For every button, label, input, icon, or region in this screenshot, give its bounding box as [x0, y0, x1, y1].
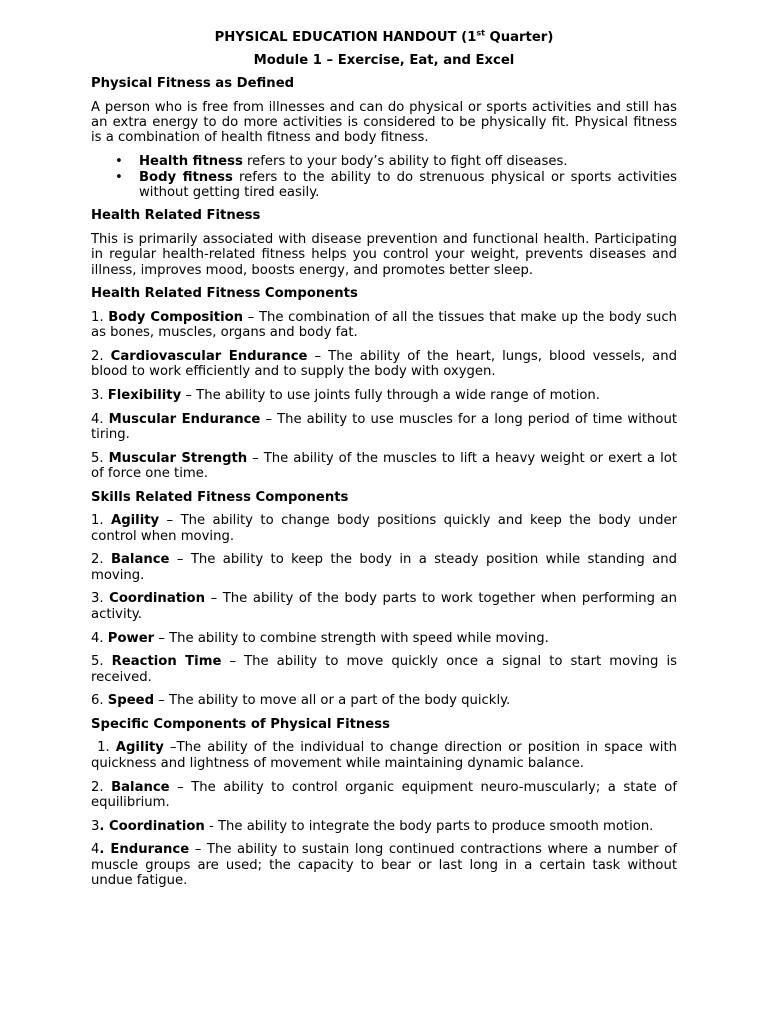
item-term: Balance — [110, 552, 170, 568]
item-number: 2. — [91, 552, 111, 568]
item-text: – The ability to move all or a part of the body quickly. — [154, 693, 511, 709]
item-term: Cardiovascular Endurance — [110, 348, 308, 364]
paragraph-health-related: This is primarily associated with disease prevention and functional health. Participating in regular health-related fitness helps you control your weight, prevents diseases and illness, improves mood, boosts energy, and promotes better sleep. — [91, 231, 677, 278]
section-heading-skills-components: Skills Related Fitness Components — [91, 489, 349, 505]
section-heading-health-components: Health Related Fitness Components — [91, 286, 358, 302]
list-item — [91, 819, 677, 834]
bullet-term: Body fitness — [139, 169, 233, 185]
item-text: – The ability of the heart, lungs, blood vessels, and blood to work efficiently and to supply the body with oxygen. — [91, 348, 677, 380]
item-term: . Coordination — [99, 818, 205, 834]
bullet-item — [91, 154, 677, 169]
item-number: 6. — [91, 693, 108, 709]
item-term: Balance — [111, 779, 170, 795]
item-number: 2. — [91, 348, 111, 364]
item-number: 5. — [91, 654, 112, 670]
list-item — [91, 693, 677, 708]
list-item — [91, 513, 677, 544]
bullet-text: refers to your body’s ability to fight off diseases. — [242, 154, 568, 170]
section-heading-specific-components: Specific Components of Physical Fitness — [91, 717, 390, 733]
module-subtitle: Module 1 – Exercise, Eat, and Excel — [253, 53, 515, 69]
bullet-item — [91, 170, 677, 201]
item-term: Muscular Strength — [108, 450, 248, 466]
item-number: 5. — [91, 450, 109, 466]
item-text: – The ability to use joints fully through a wide range of motion. — [181, 387, 600, 403]
bullet-term: Health fitness — [139, 154, 243, 170]
title-text: PHYSICAL EDUCATION HANDOUT (1 — [214, 30, 477, 45]
item-number: 3 — [91, 818, 100, 834]
item-term: Reaction Time — [111, 654, 222, 670]
item-text: – The ability to change body positions quickly and keep the body under control when moving. — [91, 513, 677, 544]
item-number: 4. — [91, 411, 109, 427]
section-heading-health-related: Health Related Fitness — [91, 208, 261, 224]
item-text: – The ability to keep the body in a steady position while standing and moving. — [91, 552, 677, 583]
item-text: – The ability to control organic equipment neuro-muscularly; a state of equilibrium. — [91, 779, 677, 810]
item-text: – The ability to use muscles for a long period of time without tiring. — [91, 411, 678, 442]
item-number: 1. — [91, 740, 116, 756]
item-text: – The combination of all the tissues that make up the body such as bones, muscles, organs and body fat. — [91, 309, 677, 341]
list-item — [91, 349, 677, 380]
item-number: 4. — [91, 630, 108, 646]
title-text-end: Quarter) — [484, 30, 554, 45]
fitness-bullet-list — [91, 154, 677, 200]
item-term: Speed — [107, 693, 155, 709]
item-text: – The ability of the muscles to lift a heavy weight or exert a lot of force one time. — [91, 450, 677, 482]
item-term: Body Composition — [108, 309, 244, 325]
list-item — [91, 412, 677, 443]
item-term: . Endurance — [99, 842, 190, 858]
item-number: 4 — [91, 842, 100, 858]
bullet-icon: • — [115, 154, 123, 170]
list-item — [91, 451, 677, 482]
item-term: Muscular Endurance — [108, 411, 261, 427]
list-item — [91, 740, 677, 771]
item-term: Agility — [115, 740, 164, 756]
list-item — [91, 842, 677, 888]
section-heading-physical-fitness: Physical Fitness as Defined — [91, 76, 295, 92]
item-text: – The ability to combine strength with speed while moving. — [154, 630, 549, 646]
bullet-icon: • — [115, 169, 123, 185]
item-term: Power — [107, 630, 155, 646]
item-text: – The ability of the body parts to work together when performing an activity. — [91, 591, 677, 622]
item-text: –The ability of the individual to change direction or position in space with quickness and lightness of movement while maintaining dynamic balance. — [91, 740, 677, 771]
list-item — [91, 552, 677, 583]
item-number: 2. — [91, 779, 112, 795]
item-term: Agility — [111, 513, 160, 529]
list-item — [91, 780, 677, 811]
paragraph-physical-fitness: A person who is free from illnesses and can do physical or sports activities and still has an extra energy to do more activities is considered to be physically fit. Physical fitness is a combination of health fitness and body fitness. — [91, 99, 677, 146]
item-text: – The ability to sustain long continued contractions where a number of muscle groups are used; the capacity to bear or last long in a certain task without undue fatigue. — [91, 842, 677, 889]
item-text: – The ability to move quickly once a signal to start moving is received. — [91, 654, 677, 685]
list-item — [91, 310, 677, 341]
item-number: 1. — [91, 309, 109, 325]
item-term: Coordination — [109, 591, 205, 607]
item-term: Flexibility — [107, 387, 182, 403]
list-item — [91, 654, 677, 685]
title-superscript: st — [476, 28, 485, 38]
page-title — [91, 30, 677, 45]
item-text: - The ability to integrate the body parts to produce smooth motion. — [204, 818, 654, 834]
list-item — [91, 631, 677, 646]
item-number: 1. — [91, 513, 112, 529]
item-number: 3. — [91, 387, 108, 403]
item-number: 3. — [91, 591, 110, 607]
list-item — [91, 591, 677, 622]
list-item — [91, 388, 677, 403]
bullet-text: refers to the ability to do strenuous physical or sports activities without getting tired easily. — [139, 169, 677, 200]
